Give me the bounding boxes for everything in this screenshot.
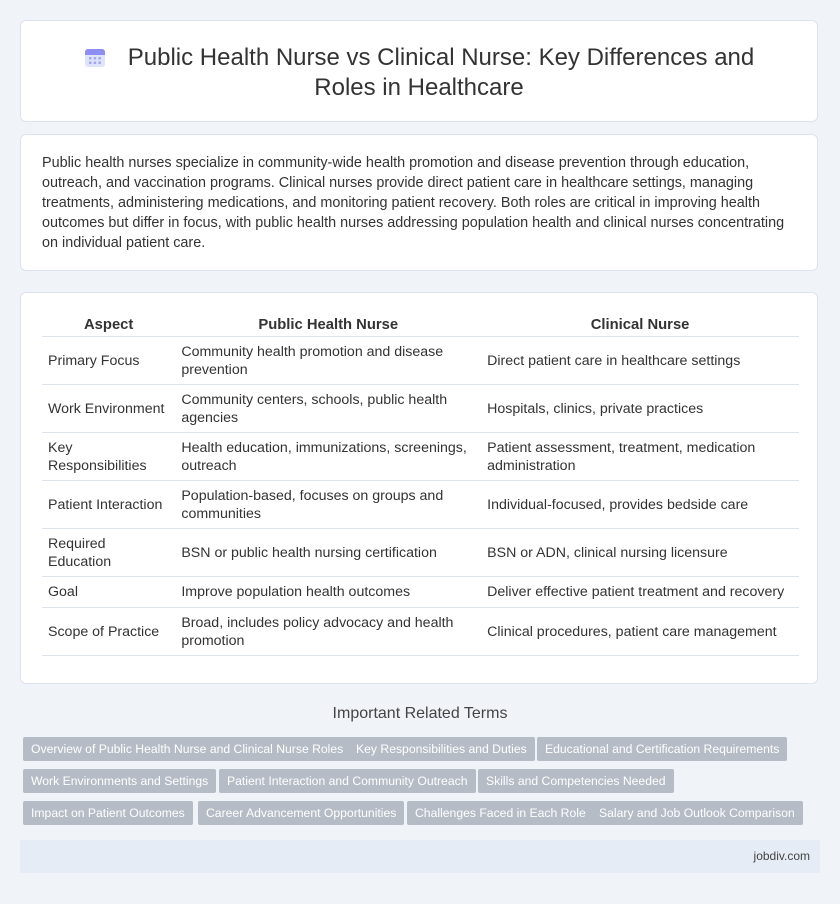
row-aspect: Work Environment (42, 385, 175, 433)
comparison-card (20, 292, 818, 684)
header-clinical-nurse: Clinical Nurse (481, 313, 799, 337)
related-tag[interactable]: Skills and Competencies Needed (478, 769, 674, 793)
footer-site-link[interactable]: jobdiv.com (753, 849, 810, 863)
row-clinical: Deliver effective patient treatment and recovery (481, 577, 799, 608)
header-aspect: Aspect (42, 313, 175, 337)
related-terms-title: Important Related Terms (332, 705, 508, 722)
table-row (42, 577, 799, 608)
row-aspect: Primary Focus (42, 337, 175, 385)
related-tag[interactable]: Overview of Public Health Nurse and Clinical Nurse Roles (23, 737, 351, 761)
related-tag[interactable]: Career Advancement Opportunities (198, 801, 404, 825)
footer (20, 840, 820, 873)
row-public-health: BSN or public health nursing certification (175, 529, 481, 577)
row-aspect: Patient Interaction (42, 481, 175, 529)
intro-paragraph: Public health nurses specialize in community-wide health promotion and disease prevention through education, outreach, and vaccination programs. Clinical nurses provide direct patient care in healthcare settings, managing treatments, administering medications, and monitoring patient recovery. Both roles are critical in improving health outcomes but differ in focus, with public health nurses addressing population health and clinical nurses concentrating on individual patient care. (42, 155, 785, 251)
title-card (20, 20, 818, 122)
related-tag[interactable]: Impact on Patient Outcomes (23, 801, 193, 825)
row-public-health: Community centers, schools, public health agencies (175, 385, 481, 433)
row-public-health: Community health promotion and disease prevention (175, 337, 481, 385)
table-header-row (42, 313, 799, 337)
table-row (42, 385, 799, 433)
page-title: Public Health Nurse vs Clinical Nurse: Key Differences and Roles in Healthcare (127, 44, 755, 101)
table-row (42, 337, 799, 385)
related-tag[interactable]: Work Environments and Settings (23, 769, 216, 793)
row-aspect: Scope of Practice (42, 608, 175, 656)
row-aspect: Key Responsibilities (42, 433, 175, 481)
row-clinical: Hospitals, clinics, private practices (481, 385, 799, 433)
row-clinical: Patient assessment, treatment, medication administration (481, 433, 799, 481)
header-public-health-nurse: Public Health Nurse (175, 313, 481, 337)
row-aspect: Goal (42, 577, 175, 608)
related-tag[interactable]: Educational and Certification Requirements (537, 737, 787, 761)
row-clinical: BSN or ADN, clinical nursing licensure (481, 529, 799, 577)
table-row (42, 608, 799, 656)
page-title-wrap (21, 43, 817, 103)
row-clinical: Direct patient care in healthcare settings (481, 337, 799, 385)
calendar-icon (84, 46, 106, 68)
comparison-table (42, 313, 799, 656)
table-row (42, 529, 799, 577)
row-clinical: Individual-focused, provides bedside care (481, 481, 799, 529)
row-aspect: Required Education (42, 529, 175, 577)
row-public-health: Improve population health outcomes (175, 577, 481, 608)
related-tag[interactable]: Salary and Job Outlook Comparison (591, 801, 803, 825)
related-tag[interactable]: Patient Interaction and Community Outreach (219, 769, 476, 793)
row-clinical: Clinical procedures, patient care management (481, 608, 799, 656)
row-public-health: Health education, immunizations, screenings, outreach (175, 433, 481, 481)
related-tag[interactable]: Challenges Faced in Each Role (407, 801, 594, 825)
table-row (42, 481, 799, 529)
related-tag[interactable]: Key Responsibilities and Duties (348, 737, 535, 761)
table-row (42, 433, 799, 481)
row-public-health: Population-based, focuses on groups and communities (175, 481, 481, 529)
row-public-health: Broad, includes policy advocacy and health promotion (175, 608, 481, 656)
intro-card (20, 134, 818, 271)
